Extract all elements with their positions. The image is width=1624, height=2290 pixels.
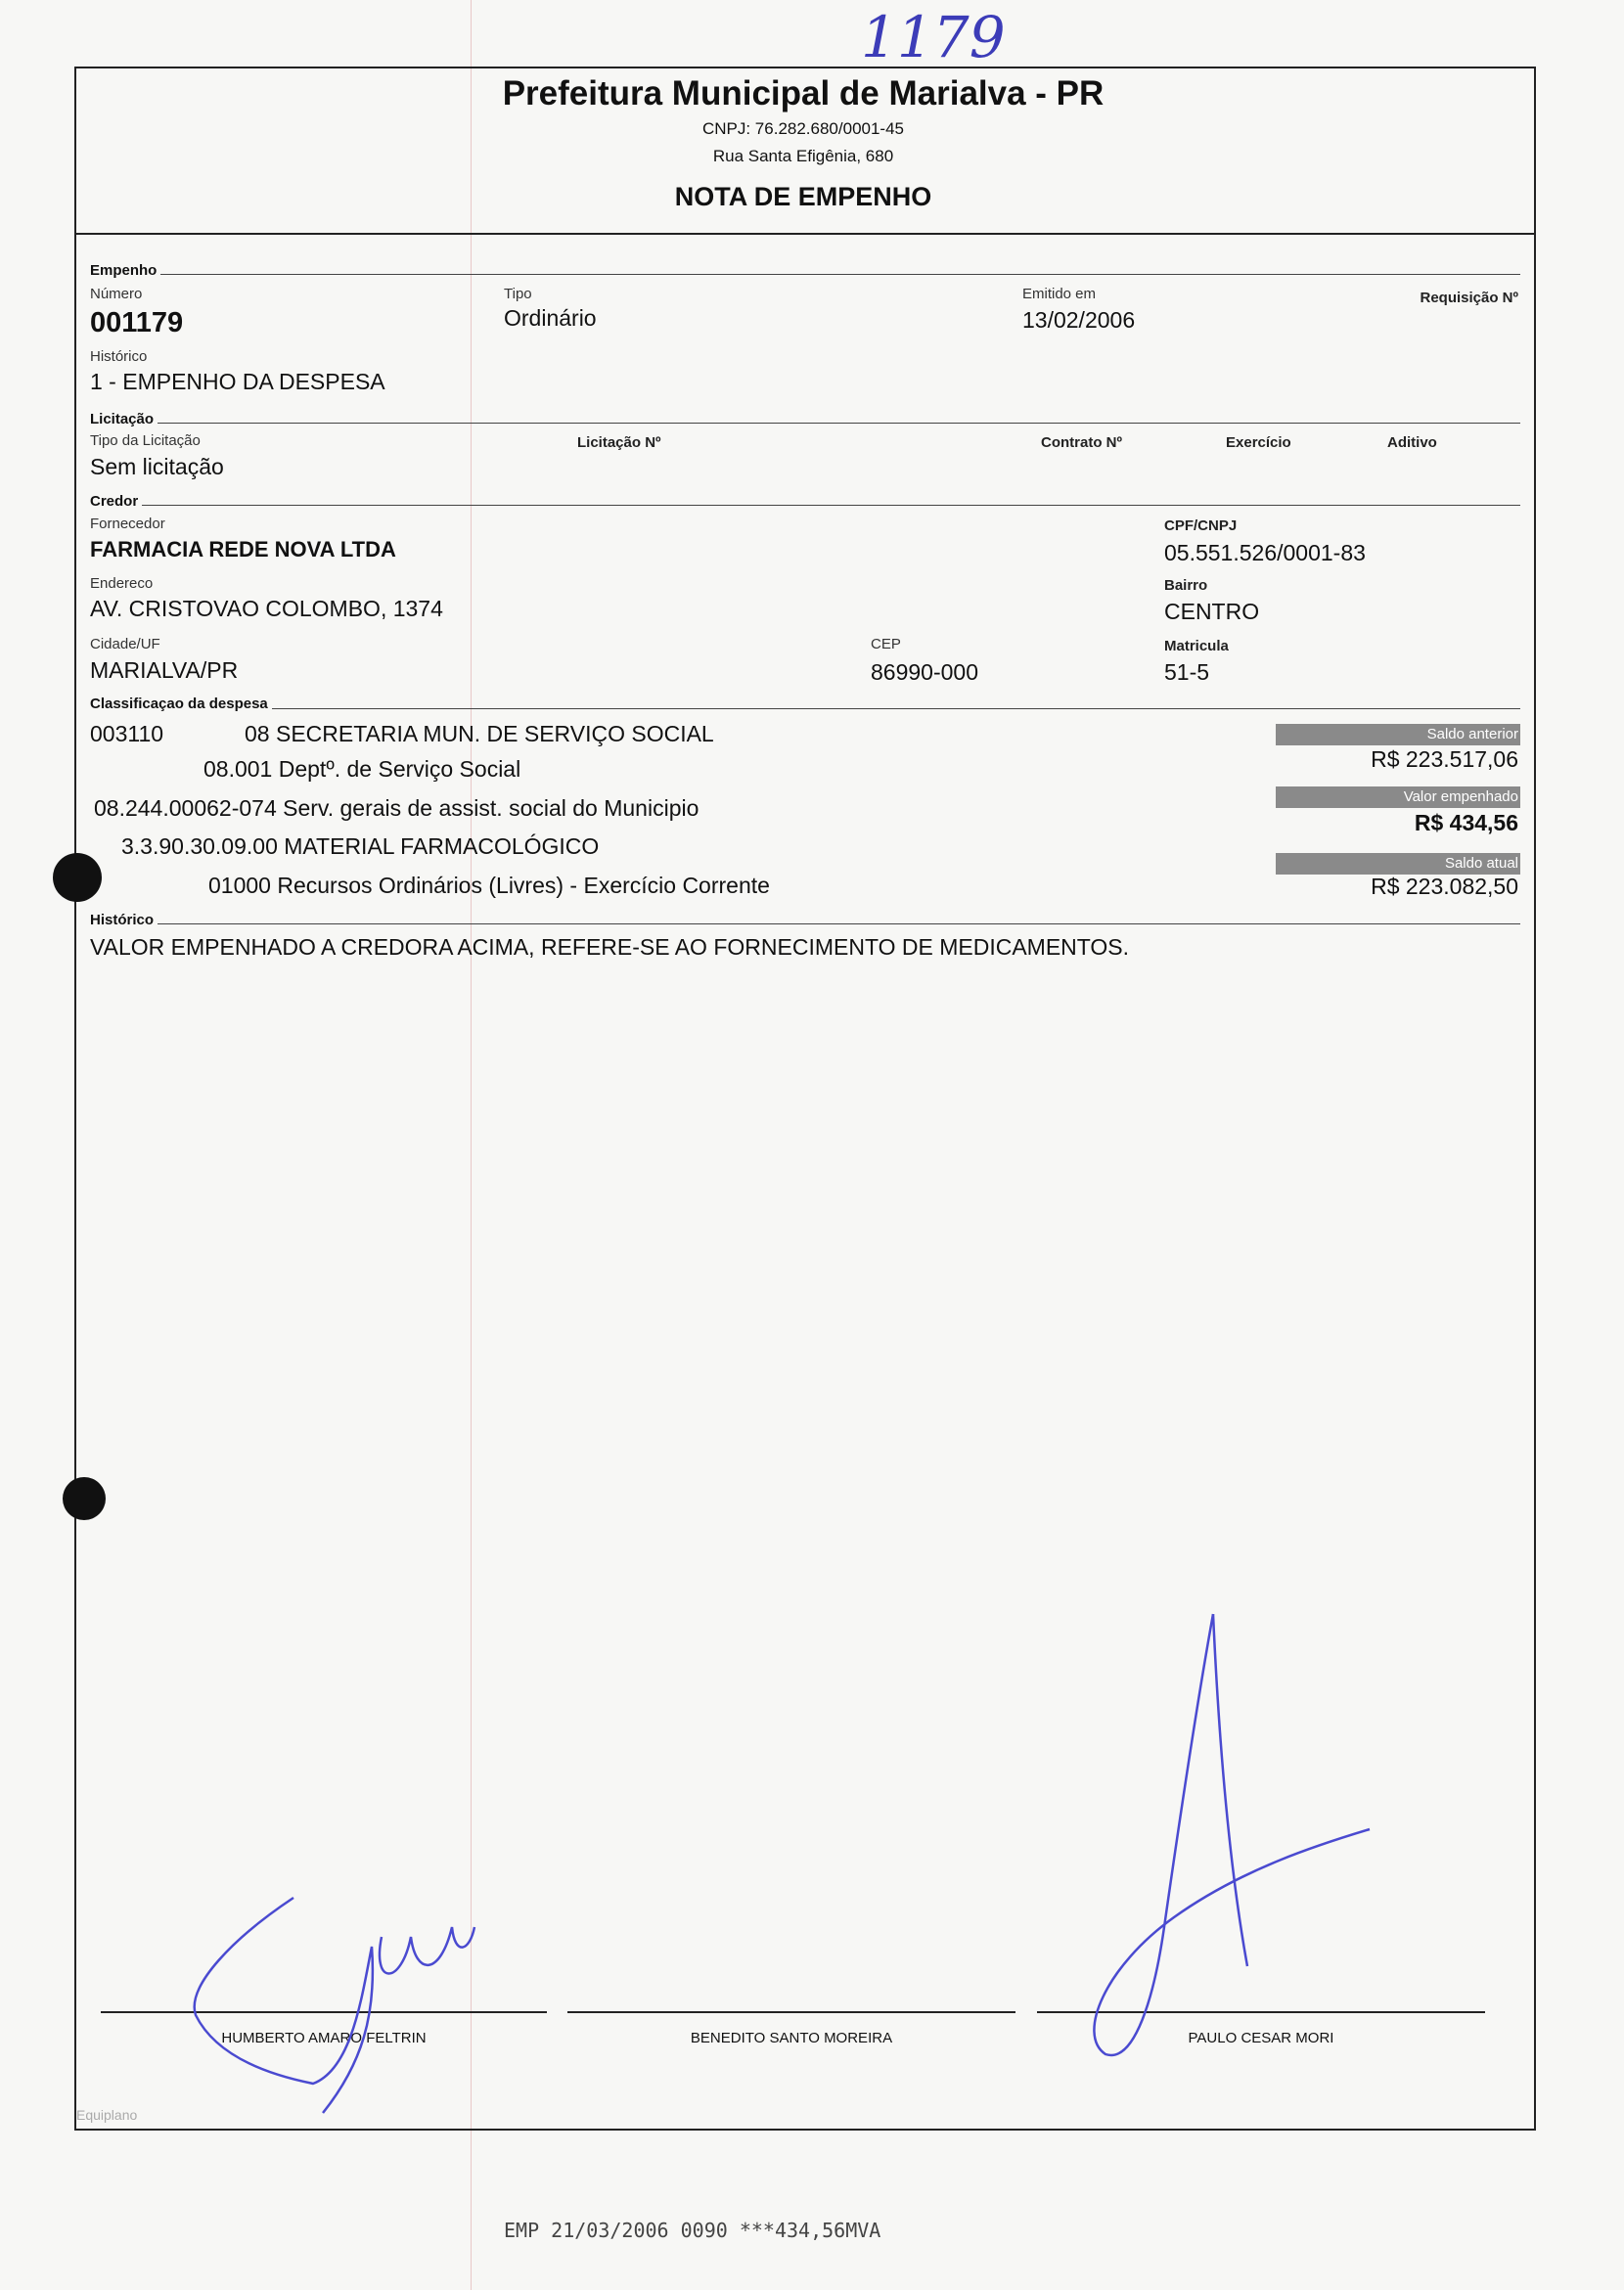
emitido-value: 13/02/2006 <box>1022 307 1136 333</box>
matricula-value: 51-5 <box>1164 659 1210 685</box>
classificacao-secretaria: 08 SECRETARIA MUN. DE SERVIÇO SOCIAL <box>245 721 714 746</box>
signature-name-1: HUMBERTO AMARO FELTRIN <box>221 2030 427 2046</box>
footer-software-name: Equiplano <box>76 2107 138 2123</box>
cidade-label: Cidade/UF <box>90 636 160 652</box>
empenho-section-label: Empenho <box>90 262 160 279</box>
cnpj-label: CPF/CNPJ <box>1164 517 1238 534</box>
cidade-value: MARIALVA/PR <box>90 657 239 683</box>
handwritten-number: 1179 <box>861 4 1006 70</box>
requisicao-label: Requisição Nº <box>1420 290 1518 306</box>
header-divider <box>74 233 1534 235</box>
classificacao-departamento: 08.001 Deptº. de Serviço Social <box>203 756 521 782</box>
contrato-label: Contrato Nº <box>1041 434 1122 451</box>
tipo-licitacao-label: Tipo da Licitação <box>90 432 201 449</box>
valor-empenhado-label: Valor empenhado <box>1276 786 1520 808</box>
bairro-label: Bairro <box>1164 577 1208 594</box>
tipo-licitacao-value: Sem licitação <box>90 454 224 479</box>
licitacao-numero-label: Licitação Nº <box>577 434 661 451</box>
classificacao-elemento: 3.3.90.30.09.00 MATERIAL FARMACOLÓGICO <box>121 833 600 859</box>
page-title: Prefeitura Municipal de Marialva - PR <box>502 74 1105 112</box>
saldo-atual-label: Saldo atual <box>1276 853 1520 875</box>
saldo-atual-value: R$ 223.082,50 <box>1371 874 1518 899</box>
handwritten-signature-1 <box>176 1868 489 2123</box>
historico-rule <box>90 923 1520 924</box>
document-title: NOTA DE EMPENHO <box>674 182 932 211</box>
emitido-label: Emitido em <box>1022 286 1097 302</box>
aditivo-label: Aditivo <box>1387 434 1437 451</box>
numero-label: Número <box>90 286 143 302</box>
empenho-historico-label: Histórico <box>90 348 148 365</box>
signature-name-2: BENEDITO SANTO MOREIRA <box>690 2030 893 2046</box>
signature-line-2 <box>567 2011 1015 2013</box>
classificacao-recurso: 01000 Recursos Ordinários (Livres) - Exercício Corrente <box>208 873 770 898</box>
licitacao-section-label: Licitação <box>90 411 158 427</box>
saldo-anterior-label: Saldo anterior <box>1276 724 1520 745</box>
classificacao-funcional: 08.244.00062-074 Serv. gerais de assist. social do Municipio <box>94 795 699 821</box>
endereco-label: Endereco <box>90 575 154 592</box>
historico-text: VALOR EMPENHADO A CREDORA ACIMA, REFERE-SE AO FORNECIMENTO DE MEDICAMENTOS. <box>90 934 1130 960</box>
tipo-value: Ordinário <box>504 305 597 331</box>
numero-value: 001179 <box>90 307 184 338</box>
saldo-anterior-value: R$ 223.517,06 <box>1371 746 1518 772</box>
header-address: Rua Santa Efigênia, 680 <box>712 147 894 165</box>
punch-hole-bottom <box>63 1477 106 1520</box>
classificacao-rule <box>90 708 1520 709</box>
cep-value: 86990-000 <box>871 659 978 685</box>
fornecedor-value: FARMACIA REDE NOVA LTDA <box>90 537 396 561</box>
cnpj-value: 05.551.526/0001-83 <box>1164 540 1366 565</box>
empenho-historico-value: 1 - EMPENHO DA DESPESA <box>90 369 385 394</box>
bank-stamp: EMP 21/03/2006 0090 ***434,56MVA <box>504 2219 881 2242</box>
credor-section-label: Credor <box>90 493 142 510</box>
fornecedor-label: Fornecedor <box>90 516 165 532</box>
empenho-rule <box>90 274 1520 275</box>
classificacao-code: 003110 <box>90 721 164 746</box>
classificacao-section-label: Classificaçao da despesa <box>90 696 272 712</box>
historico-section-label: Histórico <box>90 912 158 928</box>
endereco-value: AV. CRISTOVAO COLOMBO, 1374 <box>90 596 443 621</box>
tipo-label: Tipo <box>504 286 532 302</box>
header-cnpj: CNPJ: 76.282.680/0001-45 <box>701 119 905 138</box>
licitacao-rule <box>90 423 1520 424</box>
credor-rule <box>90 505 1520 506</box>
valor-empenhado-value: R$ 434,56 <box>1414 810 1518 835</box>
matricula-label: Matricula <box>1164 638 1229 654</box>
punch-hole-top <box>53 853 102 902</box>
handwritten-signature-2 <box>1066 1604 1389 2074</box>
cep-label: CEP <box>871 636 901 652</box>
exercicio-label: Exercício <box>1226 434 1291 451</box>
signature-name-3: PAULO CESAR MORI <box>1188 2030 1334 2046</box>
bairro-value: CENTRO <box>1164 599 1260 624</box>
